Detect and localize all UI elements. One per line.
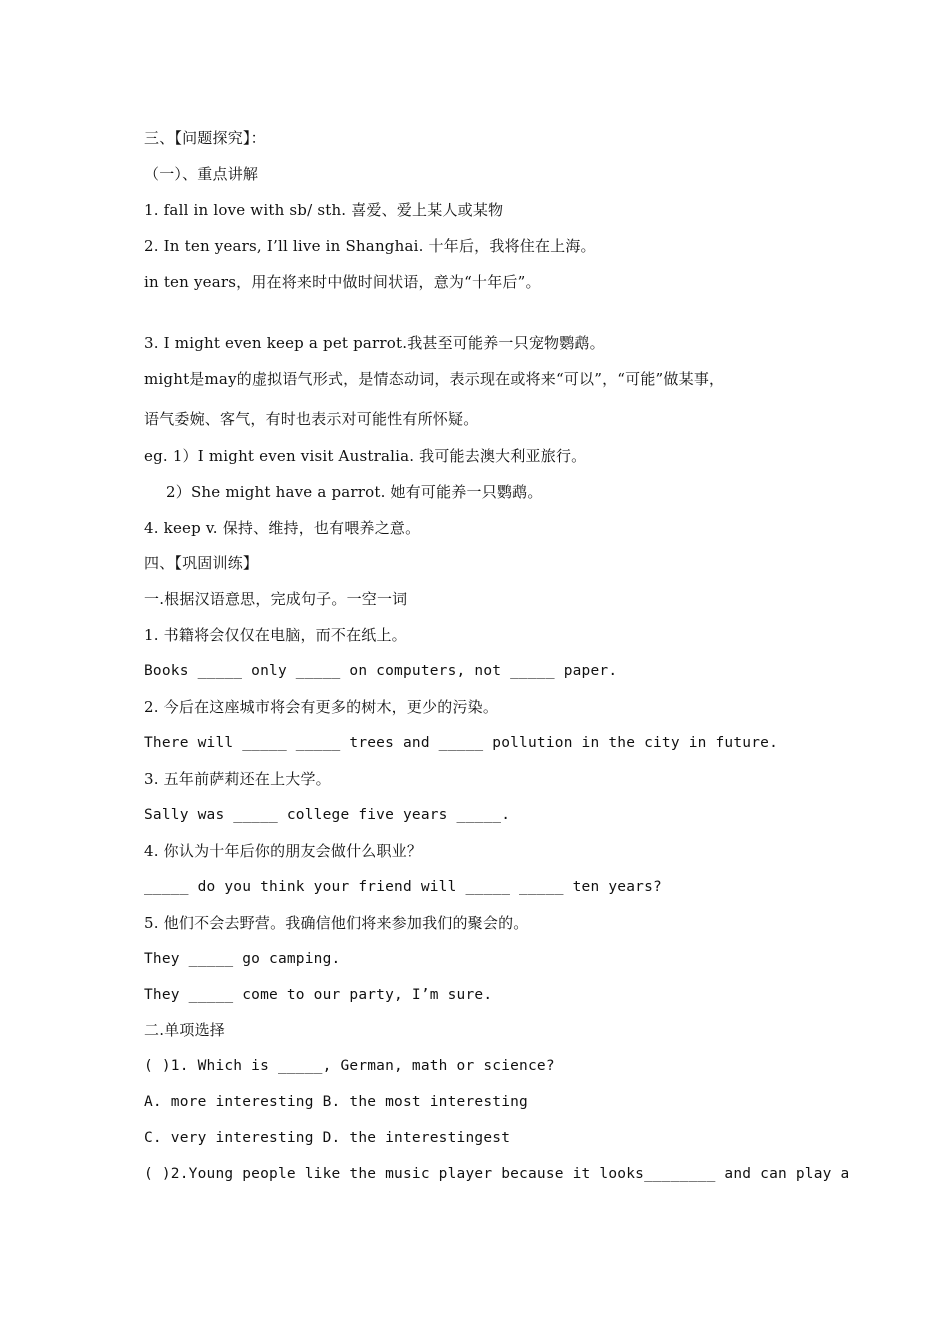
- key-point-3-explanation-line-2: 语气委婉、客气，有时也表示对可能性有所怀疑。: [144, 410, 479, 428]
- section-heading-problem-exploration: 三、【问题探究】：: [144, 129, 266, 147]
- exercise-1-q5-english-a: They _____ go camping.: [144, 951, 341, 967]
- key-point-2-explanation: in ten years，用在将来时中做时间状语，意为“十年后”。: [144, 273, 541, 291]
- key-point-3: 3. I might even keep a pet parrot.我甚至可能养一只宠物鹦鹉。: [144, 334, 605, 352]
- exercise-1-q2-english: There will _____ _____ trees and _____ pollution in the city in future.: [144, 735, 779, 751]
- exercise-1-q4-english: _____ do you think your friend will _____ _____ ten years?: [144, 879, 662, 895]
- exercise-1-q2-chinese: 2. 今后在这座城市将会有更多的树木，更少的污染。: [144, 698, 499, 716]
- subheading-key-points: （一）、重点讲解: [144, 165, 259, 183]
- key-point-4: 4. keep v. 保持、维持，也有喂养之意。: [144, 519, 421, 537]
- section-heading-consolidation: 四、【巩固训练】: [144, 554, 259, 572]
- exercise-1-q1-english: Books _____ only _____ on computers, not _____ paper.: [144, 663, 618, 679]
- exercise-2-q1: ( )1. Which is _____, German, math or science?: [144, 1058, 555, 1074]
- exercise-1-q5-chinese: 5. 他们不会去野营。我确信他们将来参加我们的聚会的。: [144, 914, 529, 932]
- exercise-2-q1-options-cd: C. very interesting D. the interestingest: [144, 1130, 511, 1146]
- example-2: 2）She might have a parrot. 她有可能养一只鹦鹉。: [166, 483, 543, 501]
- exercise-1-q3-chinese: 3. 五年前萨莉还在上大学。: [144, 770, 331, 788]
- exercise-1-q4-chinese: 4. 你认为十年后你的朋友会做什么职业？: [144, 842, 423, 860]
- key-point-2: 2. In ten years, I’ll live in Shanghai. 十年后，我将住在上海。: [144, 237, 596, 255]
- exercise-2-q1-options-ab: A. more interesting B. the most interesting: [144, 1094, 528, 1110]
- exercise-1-q3-english: Sally was _____ college five years _____.: [144, 807, 511, 823]
- example-1: eg. 1）I might even visit Australia. 我可能去澳大利亚旅行。: [144, 447, 587, 465]
- key-point-3-explanation-line-1: might是may的虚拟语气形式，是情态动词，表示现在或将来“可以”，“可能”做某事，: [144, 370, 725, 388]
- key-point-1: 1. fall in love with sb/ sth. 喜爱、爱上某人或某物: [144, 201, 504, 219]
- exercise-1-q1-chinese: 1. 书籍将会仅仅在电脑，而不在纸上。: [144, 626, 407, 644]
- exercise-2-heading: 二.单项选择: [144, 1021, 225, 1039]
- exercise-1-q5-english-b: They _____ come to our party, I’m sure.: [144, 987, 493, 1003]
- exercise-2-q2: ( )2.Young people like the music player because it looks________ and can play a: [144, 1166, 850, 1182]
- exercise-1-instruction: 一.根据汉语意思，完成句子。一空一词: [144, 590, 408, 608]
